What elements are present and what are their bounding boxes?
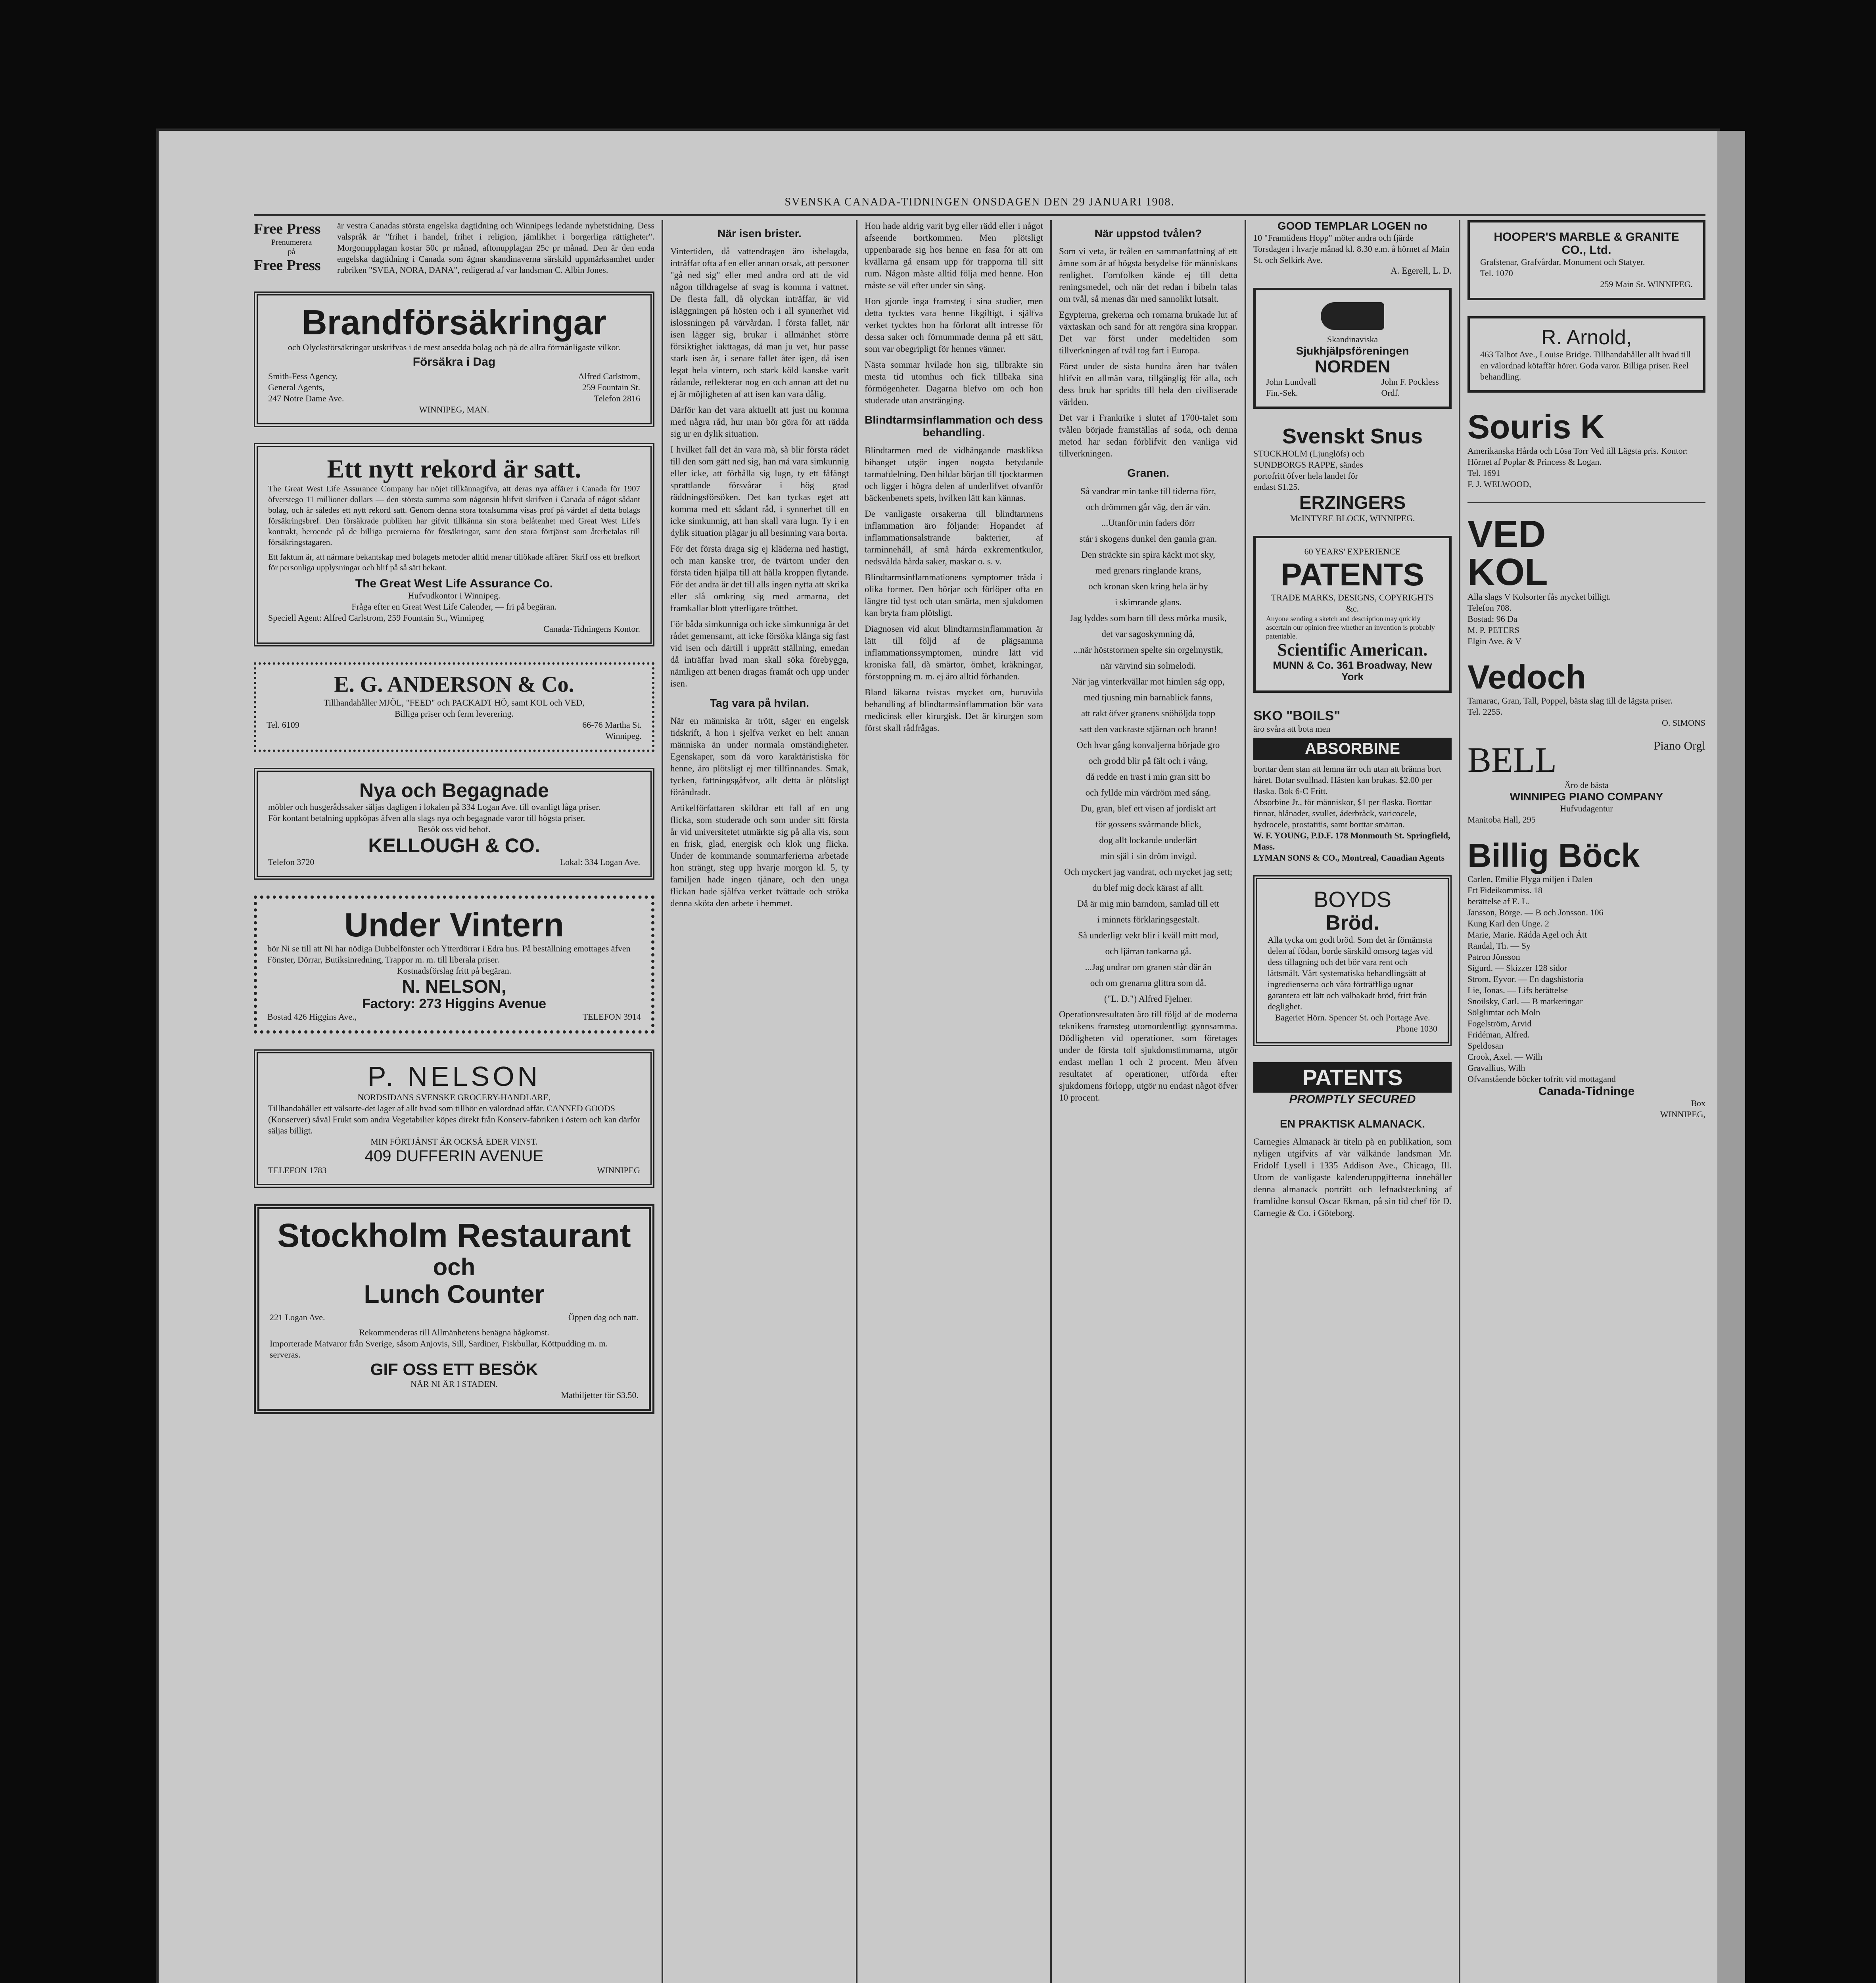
- hooper-ad: HOOPER'S MARBLE & GRANITE CO., Ltd. Grafstenar, Grafvårdar, Monument och Statyer. Tel. 1070 259 Main St. WINNIPEG.: [1467, 220, 1705, 300]
- snus-ad: Svenskt Snus STOCKHOLM (Ljunglöfs) och SUNDBORGS RAPPE, sändes portofritt öfver hela landet för endast $1.25. ERZINGERS McINTYRE BLOCK, WINNIPEG.: [1253, 424, 1423, 523]
- column-ads-left: [254, 220, 654, 1983]
- column-rule: [1459, 220, 1460, 1983]
- poem-line: och ljärran tankarna gå.: [1105, 946, 1191, 956]
- almanack-article: EN PRAKTISK ALMANACK. Carnegies Almanack är titeln på en publikation, som nyligen utgifvits af vår välkände landsman Mr. Fridolf Lysell i 1335 Addison Ave., Chicago, Ill. Utom de vanligaste kalenderuppgifterna innehåller denna almanack porträtt och lefnadsteckning af framlidne konsul Oscar Ekman, på sin tid chef för D. Carnegie & Co. i Göteborg.: [1253, 1117, 1452, 1218]
- article-heading: Tag vara på hvilan.: [710, 697, 809, 709]
- poem-line: dog allt lockande underlärt: [1099, 835, 1197, 845]
- article-heading: När isen brister.: [717, 227, 802, 240]
- book-list-item: Gravallius, Wilh: [1467, 1063, 1525, 1073]
- poem-line: Så vandrar min tanke till tiderna förr,: [1080, 486, 1216, 496]
- book-list-item: Kung Karl den Unge. 2: [1467, 919, 1549, 929]
- arnold-ad: R. Arnold, 463 Talbot Ave., Louise Bridge. Tillhandahåller allt hvad till en välordnad kötaffär hörer. Goda varor. Billiga priser. Reel behandling.: [1467, 316, 1705, 393]
- book-list-item: berättelse af E. L.: [1467, 896, 1529, 907]
- anderson-ad: E. G. ANDERSON & Co. Tillhandahåller MJÖL, "FEED" och PACKADT HÖ, samt KOL och VED, Billiga priser och ferm leverering. Tel. 6109 66-76 Martha St. Winnipeg.: [254, 662, 654, 752]
- absorbine-ad: SKO "BOILS" äro svåra att bota men ABSORBINE borttar dem stan att lemna ärr och utan att bränna bort håret. Botar svullnad. Hästen kan brukas. $2.00 per flaska. Bok 6-C Fritt. Absorbine Jr., för människor, $1 per flaska. Borttar finnar, blånader, svullet, åderbråck, varicocele, hydrocele, prostatitis, samt borttar smärtan. W. F. YOUNG, P.D.F. 178 Monmouth St. Springfield, Mass. LYMAN SONS & CO., Montreal, Canadian Agents: [1253, 709, 1452, 863]
- stockholm-restaurant-ad: Stockholm Restaurant och Lunch Counter 221 Logan Ave. Öppen dag och natt. Rekommenderas till Allmänhetens benägna hågkomst. Importerade Matvaror från Sverige, såsom Anjovis, Sill, Sardiner, Fiskbullar, Köttpudding m. m. serveras. GIF OSS ETT BESÖK NÄR NI ÄR I STADEN. Matbiljetter för $3.50.: [254, 1204, 654, 1414]
- kellough-title: Nya och Begagnade: [359, 779, 549, 802]
- book-list-item: Speldosan: [1467, 1041, 1504, 1051]
- bell-ad: BELL Piano Orgl Äro de bästa WINNIPEG PIANO COMPANY Hufvudagentur Manitoba Hall, 295: [1467, 739, 1705, 825]
- poem-line: står i skogens dunkel den gamla gran.: [1079, 534, 1217, 544]
- free-press-ad: [254, 220, 654, 276]
- ved-kol-ad: VED KOL Alla slags V Kolsorter fås mycket billigt. Telefon 708. Bostad: 96 Da M. P. PETERS Elgin Ave. & V: [1467, 512, 1611, 646]
- poem-line: för gossens svärmande blick,: [1095, 819, 1201, 829]
- book-list-item: Ett Fideikommiss. 18: [1467, 885, 1542, 896]
- column-rule: [662, 220, 663, 1983]
- poem-line: Så underligt vekt blir i kväll mitt mod,: [1078, 930, 1218, 940]
- poem-line: ...Jag undrar om granen står där än: [1085, 962, 1212, 972]
- under-vintern-title: Under Vintern: [344, 906, 564, 944]
- poem-line: och grodd blir på fält och i vång,: [1088, 756, 1208, 766]
- poem-line: och drömmen går väg, den är vän.: [1086, 502, 1211, 512]
- book-list-item: Snoilsky, Carl. — B markeringar: [1467, 996, 1583, 1007]
- norden-ad: Skandinaviska Sjukhjälpsföreningen NORDEN John Lundvall Fin.-Sek. John F. Pockless Ordf.: [1253, 288, 1452, 409]
- column-rule: [1245, 220, 1246, 1983]
- patents-secured-ad: PATENTS PROMPTLY SECURED: [1253, 1062, 1452, 1106]
- poem-line: min själ i sin dröm invigd.: [1100, 851, 1197, 861]
- book-list-item: Marie, Marie. Rädda Agel och Ätt: [1467, 930, 1587, 940]
- divider: [1467, 502, 1705, 503]
- book-list-item: Strom, Eyvor. — En dagshistoria: [1467, 974, 1584, 984]
- poem-line: satt den vackraste stjärnan och brann!: [1079, 724, 1217, 734]
- column-rule: [1050, 220, 1052, 1983]
- poem-line: När jag vinterkvällar mot himlen såg opp,: [1072, 677, 1225, 687]
- poem-line: när värvind sin solmelodi.: [1100, 661, 1196, 671]
- book-list-item: Sigurd. — Skizzer 128 sidor: [1467, 963, 1567, 973]
- book-list-item: Crook, Axel. — Wilh: [1467, 1052, 1542, 1062]
- column-articles-2: Hon hade aldrig varit byg eller rädd eller i något afseende bortkommen. Men plötsligt uppenbarade sig hos henne en fasa för att om kvällarna gå ensam upp för trapporna till sitt rum. Någon måste alltid följa med henne. Hon måste se väl efter under sin säng. Hon gjorde inga framsteg i sina studier, men detta tycktes vara henne likgiltigt, i själfva verket tycktes hon ha förlorat allt intresse för dessa saker och förnummade denna på ett sätt, som var obegripligt för hennes vänner. Nästa sommar hvilade hon sig, tillbrakte sin mesta tid utomhus och fick tillbaka sina förmögenheter. Dagarna blefvo om och hon studerade utan anstränging. Blindtarmsinflammation och dess behandling. Blindtarmen med de vidhängande maskliksa bihanget utgör ingen nogsta betydande tarmafdelning. Den bildar början till tjocktarmen och ligger i högra delen af underlifvet ofvanför bäckenbenets spets, hvilken lätt kan kännas. De vanligaste orsakerna till blindtarmens inflammation äro följande: Hopandet af inflammationsalstrande bakterier, af tarminnehåll, af små hårda exkrementkulor, nedsvälda hårda saker, maskar o. s. v. Blindtarmsinflammationens symptomer träda i olika former. Den börjar och förlöper ofta en längre tid tyst och utan smärta, men sjukdomen kan bryta fram plötsligt. Diagnosen vid akut blindtarmsinflammation är lätt till följd af de plägsamma inflammationssymptomen, mindre lätt vid kroniska fall, då smärtor, ömhet, kräkningar, förstoppning m. m. ej äro alltid förhanden. Bland läkarna tvistas mycket om, huruvida behandling af blindtarmsinflammation bör vara medicinsk eller kirurgisk. Det är kirurgen som först skall rådfrågas.: [865, 221, 1043, 733]
- book-list-item: Fridéman, Alfred.: [1467, 1030, 1530, 1040]
- poem-granen: [1059, 485, 1237, 1005]
- poem-line: ("L. D.") Alfred Fjelner.: [1104, 994, 1192, 1004]
- book-list-item: Lie, Jonas. — Lifs berättelse: [1467, 985, 1568, 995]
- restaurant-title: Stockholm Restaurant: [277, 1217, 631, 1254]
- poem-line: i skimrande glans.: [1115, 597, 1182, 607]
- poem-line: du blef mig dock kärast af allt.: [1092, 883, 1204, 893]
- poem-line: och fyllde min vårdröm med sång.: [1085, 788, 1211, 798]
- books-ad: Billig Böck Carlen, Emilie Flyga miljen i Dalen Ett Fideikommiss. 18 berättelse af E. L. Jansson, Börge. — B och Jonsson. 106 Kung Karl den Unge. 2 Marie, Marie. Rädda Agel och Ätt Randal, Th. — Sy Patron Jönsson Sigurd. — Skizzer 128 sidor Strom, Eyvor. — En dagshistoria Lie, Jonas. — Lifs berättelse Snoilsky, Carl. — B markeringar Sölglimtar och Moln Fogelström, Arvid Fridéman, Alfred. Speldosan Crook, Axel. — Wilh Gravallius, Wilh Ofvanstående böcker tofritt vid mottagand Canada-Tidninge Box WINNIPEG,: [1467, 836, 1705, 1120]
- column-ads-right: [1467, 220, 1705, 1983]
- column-articles-3: När uppstod tvålen? Som vi veta, är tvålen en sammanfattning af ett ämne som är af högsta betydelse för människans renlighet. Fornfolken kände ej till detta reningsmedel, och när det redan i bibeln talas om tvål, så menas där med sannolikt lutsalt. Egypterna, grekerna och romarna brukade lut af växtaskan och sand för att rengöra sina kroppar. Det var först under medeltiden som tillverkningen af tvål tog fart i Europa. Först under de sista hundra åren har tvålen blifvit en allmän vara, tillgänglig för alla, och dess bruk har spridts till hela den civiliserade världen. Det var i Frankrike i slutet af 1700-talet som tvålen började framställas af soda, och denna metod har sedan förblifvit den vanliga vid tillverkningen. Granen. Så vandrar min tanke till tiderna förr, och drömmen går väg, den är vän. ...Utanför min faders dörr står i skogens dunkel den gamla gran. Den sträckte sin spira käckt mot sky, med grenars ringlande krans, och kronan sken kring hela är by i skimrande glans. Jag lyddes som barn till dess mörka musik, det var sagoskymning då, ...när höststormen spelte sin orgelmystik, när värvind sin solmelodi. När jag vinterkvällar mot himlen såg opp, med tjusning min barnablick fanns, att rakt öfver granens snöhöljda topp satt den vackraste stjärnan och brann! Och hvar gång konvaljerna började gro och grodd blir på fält och i vång, då redde en trast i min gran sitt bo och fyllde min vårdröm med sång. Du, gran, blef ett visen af jordiskt art för gossens svärmande blick, dog allt lockande underlärt min själ i sin dröm invigd. Och myckert jag vandrat, och mycket jag sett; du blef mig dock kärast af allt. Då är mig min barndom, samlad till ett i minnets förklaringsgestalt. Så underligt vekt blir i kväll mitt mod, och ljärran tankarna gå. ...Jag undrar om granen står där än och om grenarna glittra som då. ("L. D.") Alfred Fjelner. Operationsresultaten äro till följd af de moderna teknikens framsteg utomordentligt gynnsamma. Dödligheten vid operationer, som företages under de första tolf sjukdomstimmarna, utgör endast mellan 1 och 2 procent. Men äfven resultatet af operationer, utförda efter sjukdomens förlopp, utgör nu endast något öfver 10 procent.: [1059, 227, 1237, 1103]
- great-west-life-ad: Ett nytt rekord är satt. The Great West Life Assurance Company har nöjet tillkännagifva, att deras nya affärer i Canada för 1907 öfverstego 11 millioner dollars — den största summa som någonsin blifvit skrifven i Canada af något sådant bolag, och är således ett nytt rekord satt. Genom denna stora totalsumma visas prof på värdet af detta bolags försäkringsbref. Den försäkrade publiken har gifvit tillkänna sin stora belåtenhet med Great West Life's kontrakt, beroende på de billiga premierna för försäkringar, samt den stora förtjänst som återbetalas till försäkringstagaren. Ett faktum är, att närmare bekantskap med bolagets metoder alltid menar tillökade affärer. Skrif oss ett brefkort för personliga upplysningar och blif på så sätt bekant. The Great West Life Assurance Co. Hufvudkontor i Winnipeg. Fråga efter en Great West Life Calender, — fri på begäran. Speciell Agent: Alfred Carlstrom, 259 Fountain St., Winnipeg Canada-Tidningens Kontor.: [254, 443, 654, 647]
- vedoch-ad: Vedoch Tamarac, Gran, Tall, Poppel, bästa slag till de lägsta priser. Tel. 2255. O. SIMONS: [1467, 658, 1705, 728]
- facing-page-edge: [1717, 131, 1745, 1983]
- poem-line: och kronan sken kring hela är by: [1088, 581, 1208, 591]
- poem-line: med grenars ringlande krans,: [1095, 566, 1201, 575]
- poem-line: det var sagoskymning då,: [1101, 629, 1195, 639]
- templar-notice: GOOD TEMPLAR LOGEN no 10 "Framtidens Hopp" möter andra och fjärde Torsdagen i hvarje månad kl. 8.30 e.m. å hörnet af Main St. och Selkirk Ave. A. Egerell, L. D.: [1253, 220, 1452, 276]
- column-rule: [856, 220, 857, 1983]
- poem-line: Du, gran, blef ett visen af jordiskt art: [1080, 804, 1216, 813]
- book-list: [1467, 874, 1705, 1085]
- boyds-ad: BOYDS Bröd. Alla tycka om godt bröd. Som det är förnämsta delen af födan, borde särskild omsorg tagas vid dess tillagning och det bör vara rent och lättsmält. Vårt systematiska behandlingsätt af ingredienserna och våra förträffliga ugnar garantera ett lätt och välbakadt bröd, fritt från deglighet. Bageriet Hörn. Spencer St. och Portage Ave. Phone 1030: [1253, 875, 1452, 1046]
- poem-line: i minnets förklaringsgestalt.: [1097, 915, 1199, 924]
- poem-line: Och myckert jag vandrat, och mycket jag sett;: [1064, 867, 1233, 877]
- masthead: SVENSKA CANADA-TIDNINGEN ONSDAGEN DEN 29 JANUARI 1908.: [254, 190, 1705, 216]
- poem-line: och om grenarna glittra som då.: [1090, 978, 1207, 988]
- absorbine-logo: ABSORBINE: [1253, 738, 1452, 760]
- poem-line: Då är mig min barndom, samlad till ett: [1077, 899, 1219, 909]
- poem-line: ...Utanför min faders dörr: [1101, 518, 1195, 528]
- book-list-item: Sölglimtar och Moln: [1467, 1007, 1540, 1018]
- brand-insurance-ad: Brandförsäkringar och Olycksförsäkringar utskrifvas i de mest ansedda bolag och på de allra förmånligaste vilkor. Försäkra i Dag Smith-Fess Agency, General Agents, 247 Notre Dame Ave. Alfred Carlstrom, 259 Fountain St. Telefon 2816 WINNIPEG, MAN.: [254, 292, 654, 427]
- poem-line: Och hvar gång konvaljerna började gro: [1076, 740, 1220, 750]
- poem-line: att rakt öfver granens snöhöljda topp: [1081, 708, 1215, 718]
- souris-ad: Souris K Amerikanska Hårda och Lösa Torr Ved till Lägsta pris. Kontor: Hörnet af Poplar & Princess & Logan. Tel. 1691 F. J. WELWOOD,: [1467, 408, 1688, 489]
- kellough-ad: Nya och Begagnade möbler och husgerådssaker säljas dagligen i lokalen på 334 Logan Ave. till ovanligt låga priser. För kontant betalning uppköpas äfven alla slags nya och begagnade varor till högsta priser. Besök oss vid behof. KELLOUGH & CO. Telefon 3720 Lokal: 334 Logan Ave.: [254, 768, 654, 880]
- book-list-item: Jansson, Börge. — B och Jonsson. 106: [1467, 907, 1604, 918]
- brand-title: Brandförsäkringar: [302, 303, 606, 342]
- free-press-text: är vestra Canadas största engelska dagtidning och Winnipegs ledande nyhetstidning. Dess valspråk är "frihet i handel, frihet i religion, jämlikhet i borgerliga rättigheter". Morgonupplagan kostar 50c pr månad, aftonupplagan 25c pr månad. Den är den enda engelska dagtidning i Canada som ägnar skandinaverna särskild uppmärksamhet under rubriken "SVEA, NORA, DANA", redigerad af var landsman C. Albin Jones.: [337, 221, 654, 275]
- book-list-item: Ofvanstående böcker tofritt vid mottagand: [1467, 1074, 1616, 1084]
- article-heading: När uppstod tvålen?: [1094, 227, 1202, 240]
- p-nelson-ad: P. NELSON NORDSIDANS SVENSKE GROCERY-HANDLARE, Tillhandahåller ett välsorte-det lager af allt hvad som tillhör en välordnad affär. CANNED GOODS (Konserver) såväl Frukt som andra Vegetabilier köpes direkt från Konserv-fabriken i östern och kan därför säljas billigt. MIN FÖRTJÄNST ÄR OCKSÅ EDER VINST. 409 DUFFERIN AVENUE TELEFON 1783 WINNIPEG: [254, 1049, 654, 1188]
- book-list-item: Carlen, Emilie Flyga miljen i Dalen: [1467, 874, 1593, 884]
- free-press-label: Free Press Prenumerera på Free Press: [254, 221, 321, 274]
- newspaper-page: [159, 131, 1717, 1983]
- article-heading: Blindtarmsinflammation och dess behandling.: [865, 414, 1043, 439]
- poem-line: ...när höststormen spelte sin orgelmystik,: [1073, 645, 1223, 655]
- column-ads-middle: [1253, 220, 1452, 1983]
- book-list-item: Fogelström, Arvid: [1467, 1018, 1532, 1029]
- pointing-hand-icon: [1321, 302, 1384, 330]
- great-west-title: Ett nytt rekord är satt.: [327, 454, 581, 483]
- poem-line: med tjusning min barnablick fanns,: [1084, 692, 1213, 702]
- poem-line: Jag lyddes som barn till dess mörka musik,: [1069, 613, 1227, 623]
- p-nelson-title: P. NELSON: [367, 1061, 541, 1092]
- book-list-item: Randal, Th. — Sy: [1467, 941, 1531, 951]
- poem-heading: Granen.: [1127, 467, 1169, 479]
- column-articles-1: När isen brister. Vintertiden, då vattendragen äro isbelagda, inträffar ofta af en eller annan orsak, att personer "gå ned sig" eller med andra ord att de vid någon tilldragelse af svag is komma i vattnet. De flesta fall, då olyckan inträffar, är vid isläggningen på hösten och i all synnerhet vid islossningen på vårvårdan. I första fallet, när isen lägger sig, brukar i allmänhet större försiktighet iakttagas, då man ju vet, hur passe stark isen är, i senare fallet åter igen, då isen legat hela vintern, och stark köld kanske varit rådande, reflekterar nog en och annan att det nu ej är möjligheten af att isen kan vara dålig. Därför kan det vara aktuellt att just nu komma med några råd, hur man bör göra för att rädda sig ur en dylik situation. I hvilket fall det än vara må, så blir första rådet till den som gått ned sig, han må vara simkunnig eller icke, att förhålla sig lugn, ty ett fåfängt sprattlande försvårar i hög grad räddningsförsöken. Det kan tyckas eget att komma med ett sådant råd, i synnerhet till en icke simkunnig, att han skall vara lugn. Ty i en dylik situation plägar ju all besinning vara borta. För det första draga sig ej kläderna ned hastigt, och man kanske tror, de tvärtom under den första tiden hjälpa till att hålla kroppen flytande. För det andra är det till alls ingen nytta att skrika eller slå omkring sig med armarna, det framkallar blott ytterligare trötthet. För båda simkunniga och icke simkunniga är det rådet gemensamt, att icke försöka klänga sig fast vid isen och därtill i upprätt ställning, emedan då inträffar hvad man skall söka förebygga, nämligen att benen dragas framåt och upp under isen. Tag vara på hvilan. När en människa är trött, säger en engelsk tidskrift, ä hon i sjelfva verket en helt annan människa än under normala omständigheter. Egenskaper, som då voro karaktäristiska för henne, äro plötsligt ej mer tillfinnandes. Smak, tycken, fattningsgåfvor, allt detta är plötsligt förändradt. Artikelförfattaren skildrar ett fall af en ung flicka, som studerade och som under sitt första år vid universitetet utmärkte sig på alla vis, som en frisk, glad, energisk och klok ung flicka. Under de kommande sommarferierna arbetade hon strängt, steg upp hvarje morgon kl. 5, ty familjen hade ingen tjänare, och den unga flickan hade själfva verket tvättade och ströka denna sköta den arbete i hemmet.: [670, 227, 849, 908]
- book-list-item: Patron Jönsson: [1467, 952, 1520, 962]
- anderson-title: E. G. ANDERSON & Co.: [334, 672, 574, 697]
- patents-ad: 60 YEARS' EXPERIENCE PATENTS TRADE MARKS, DESIGNS, COPYRIGHTS &c. Anyone sending a sketch and description may quickly ascertain our opinion free whether an invention is probably patentable. Scientific American. MUNN & Co. 361 Broadway, New York: [1253, 536, 1452, 693]
- n-nelson-ad: Under Vintern bör Ni se till att Ni har nödiga Dubbelfönster och Ytterdörrar i Edra hus. På beställning emottages äfven Fönster, Dörrar, Butiksinredning, Trappor m. m. till liberala priser. Kostnadsförslag fritt på begäran. N. NELSON, Factory: 273 Higgins Avenue Bostad 426 Higgins Ave., TELEFON 3914: [254, 896, 654, 1034]
- poem-line: Den sträckte sin spira käckt mot sky,: [1081, 550, 1215, 560]
- poem-line: då redde en trast i min gran sitt bo: [1086, 772, 1211, 782]
